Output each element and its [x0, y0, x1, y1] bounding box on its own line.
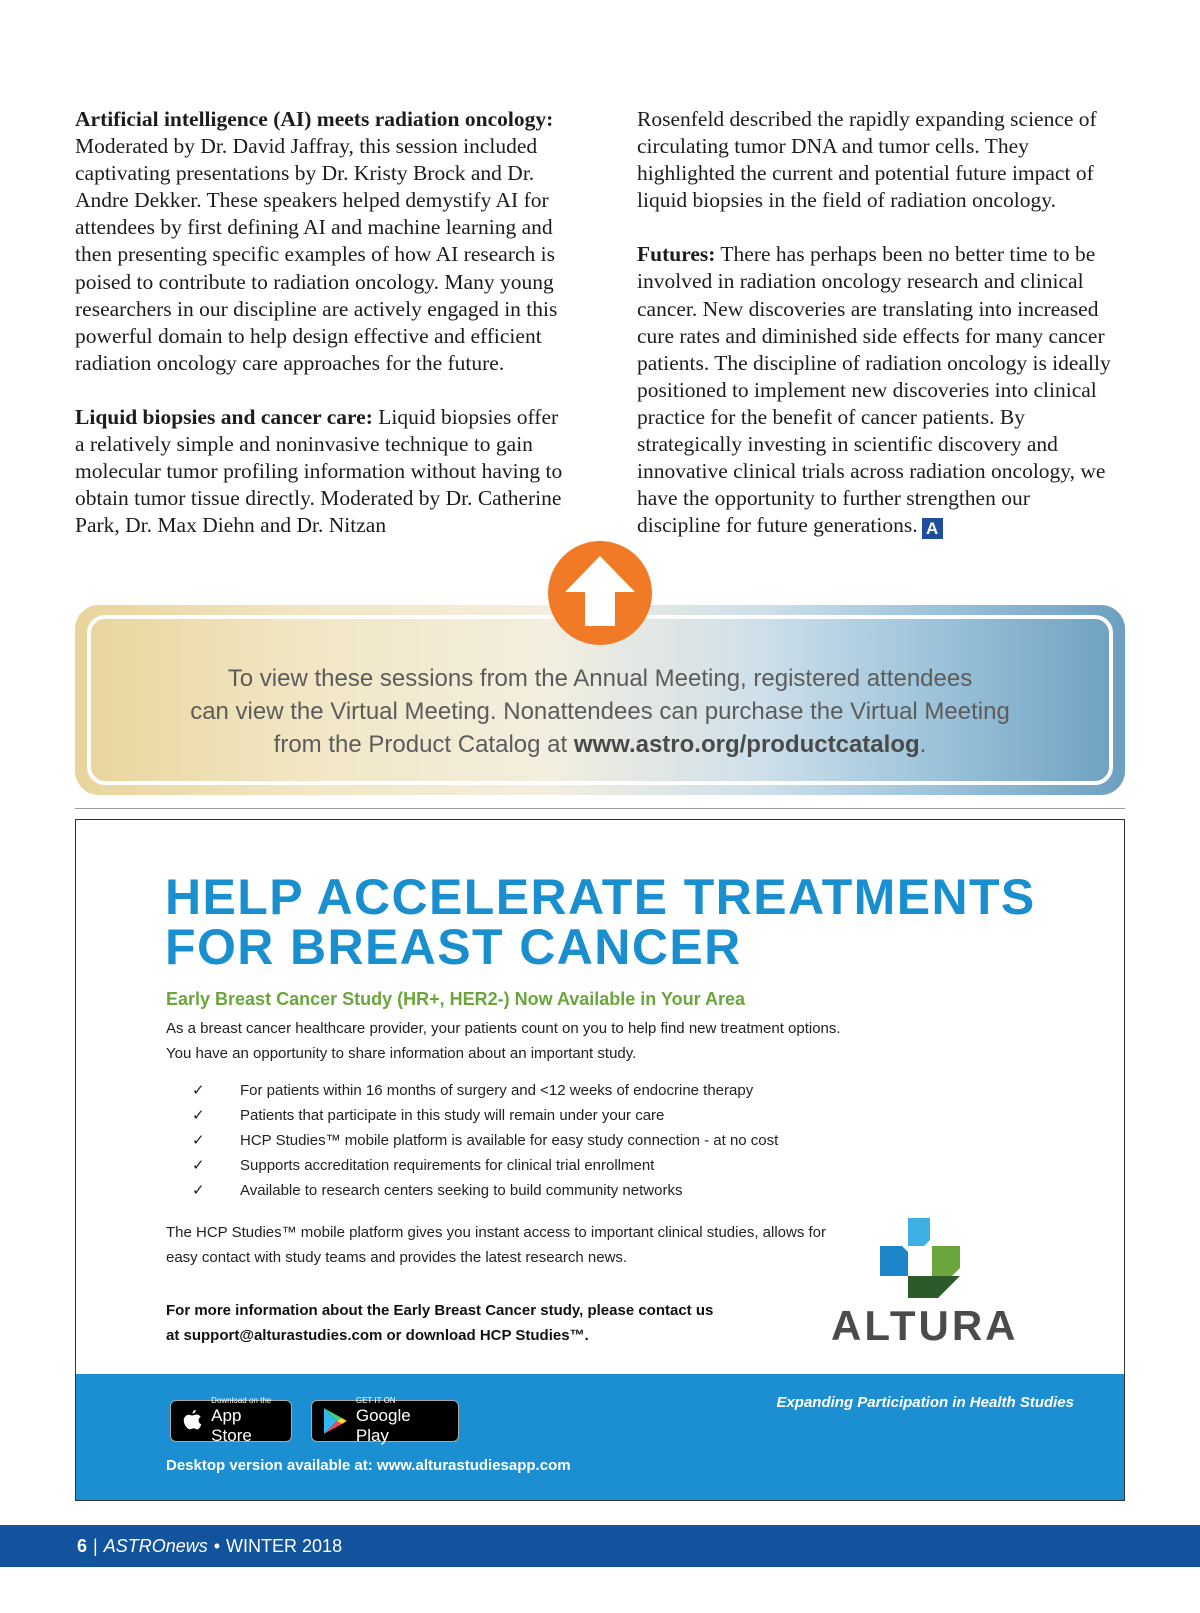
paragraph-lead: Futures: — [637, 242, 716, 267]
google-play-button[interactable] — [311, 1396, 459, 1445]
google-play-label: Google Play — [355, 1406, 411, 1445]
banner-line-3 — [75, 728, 1125, 761]
footer-content — [77, 1525, 342, 1567]
paragraph-ai — [75, 106, 565, 377]
issue-label: WINTER 2018 — [226, 1536, 343, 1556]
ad-contact-info: For more information about the Early Breast Cancer study, please contact us at support@alturastudies.com or download HCP Studies™. — [166, 1302, 714, 1344]
footer-dot: • — [213, 1536, 221, 1556]
paragraph-liquid-biopsies — [75, 404, 565, 539]
altura-brand-name: ALTURA — [831, 1302, 1019, 1349]
paragraph-rosenfeld — [637, 106, 1117, 214]
banner-line-3-prefix: from the Product Catalog at — [273, 731, 574, 758]
ad-platform-paragraph: The HCP Studies™ mobile platform gives you instant access to important clinical studies, allows for easy contact with study teams and provides the latest research news. — [166, 1224, 827, 1266]
ad-intro: As a breast cancer healthcare provider, your patients count on you to help find new treatment options. You have an opportunity to share information about an important study. — [166, 1020, 841, 1062]
paragraph-lead: Liquid biopsies and cancer care: — [75, 404, 373, 429]
ad-title — [165, 869, 1036, 975]
paragraph-body: Liquid biopsies offer a relatively simple and noninvasive technique to gain molecular tumor profiling information without having to obtain tumor tissue directly. Moderated by Dr. Catherine Park, Dr. Max Diehn and Dr. Nitzan — [75, 404, 563, 538]
app-store-small-text: Download on the — [211, 1396, 272, 1405]
checkmark-icon: ✓ — [192, 1107, 205, 1124]
ad-subtitle: Early Breast Cancer Study (HR+, HER2-) Now Available in Your Area — [166, 989, 746, 1009]
section-divider — [75, 808, 1125, 809]
google-play-icon — [322, 1407, 348, 1435]
paragraph-lead: Artificial intelligence (AI) meets radiation oncology: — [75, 107, 554, 131]
list-item-text: Patients that participate in this study will remain under your care — [240, 1107, 665, 1124]
product-catalog-link[interactable]: www.astro.org/productcatalog — [573, 731, 920, 758]
app-store-button[interactable] — [170, 1396, 292, 1445]
article-column-left — [75, 106, 565, 566]
article-column-right — [637, 106, 1117, 566]
astro-end-mark-icon: A — [922, 518, 943, 539]
list-item-text: For patients within 16 months of surgery and <12 weeks of endocrine therapy — [240, 1082, 754, 1099]
paragraph-body: There has perhaps been no better time to be involved in radiation oncology research and clinical cancer. New discoveries are translating into increased cure rates and diminished side effects for many cancer patients. The discipline of radiation oncology is ideally positioned to implement new discoveries into clinical practice for the benefit of cancer patients. By strategically investing in scientific discovery and innovative clinical trials across radiation oncology, we have the opportunity to further strengthen our discipline for future generations. — [637, 242, 1111, 538]
paragraph-futures — [637, 241, 1117, 539]
ad-download-bar — [76, 1374, 1124, 1500]
altura-tagline: Expanding Participation in Health Studies — [776, 1394, 1074, 1411]
checkmark-icon: ✓ — [192, 1082, 205, 1099]
paragraph-body: Rosenfeld described the rapidly expanding science of circulating tumor DNA and tumor cells. They highlighted the current and potential future impact of liquid biopsies in the field of radiation oncology. — [637, 107, 1097, 213]
up-arrow-icon — [547, 540, 653, 646]
google-play-small-text: GET IT ON — [355, 1396, 396, 1405]
list-item-text: HCP Studies™ mobile platform is available for easy study connection - at no cost — [240, 1132, 779, 1149]
desktop-version-link[interactable]: Desktop version available at: www.alturastudiesapp.com — [166, 1457, 571, 1474]
banner-text — [75, 662, 1125, 761]
list-item — [192, 1178, 778, 1203]
paragraph-body: Moderated by Dr. David Jaffray, this session included captivating presentations by Dr. Kristy Brock and Dr. Andre Dekker. These speakers helped demystify AI for attendees by first defining AI and machine learning and then presenting specific examples of how AI research is poised to contribute to radiation oncology. Many young researchers in our discipline are actively engaged in this powerful domain to help design effective and efficient radiation oncology care approaches for the future. — [75, 134, 558, 375]
ad-title-line-1: HELP ACCELERATE TREATMENTS — [165, 869, 1036, 925]
apple-icon — [181, 1408, 203, 1434]
banner-line-2: can view the Virtual Meeting. Nonattendees can purchase the Virtual Meeting — [190, 698, 1010, 725]
checkmark-icon: ✓ — [192, 1132, 205, 1149]
magazine-name: ASTROnews — [103, 1536, 208, 1556]
app-store-label: App Store — [211, 1406, 252, 1445]
banner-line-1: To view these sessions from the Annual Meeting, registered attendees — [227, 665, 973, 692]
checkmark-icon: ✓ — [192, 1182, 205, 1199]
ad-bullet-list — [192, 1078, 778, 1203]
page-number: 6 — [77, 1536, 88, 1556]
list-item — [192, 1103, 778, 1128]
altura-advertisement — [75, 819, 1125, 1501]
list-item — [192, 1078, 778, 1103]
footer-separator: | — [93, 1536, 98, 1556]
list-item-text: Supports accreditation requirements for clinical trial enrollment — [240, 1157, 655, 1174]
page-footer — [0, 1525, 1200, 1567]
checkmark-icon: ✓ — [192, 1157, 205, 1174]
banner-line-3-suffix: . — [919, 731, 927, 758]
ad-title-line-2: FOR BREAST CANCER — [165, 919, 742, 975]
list-item-text: Available to research centers seeking to build community networks — [240, 1182, 683, 1199]
altura-logo-icon — [880, 1218, 960, 1300]
list-item — [192, 1128, 778, 1153]
list-item — [192, 1153, 778, 1178]
